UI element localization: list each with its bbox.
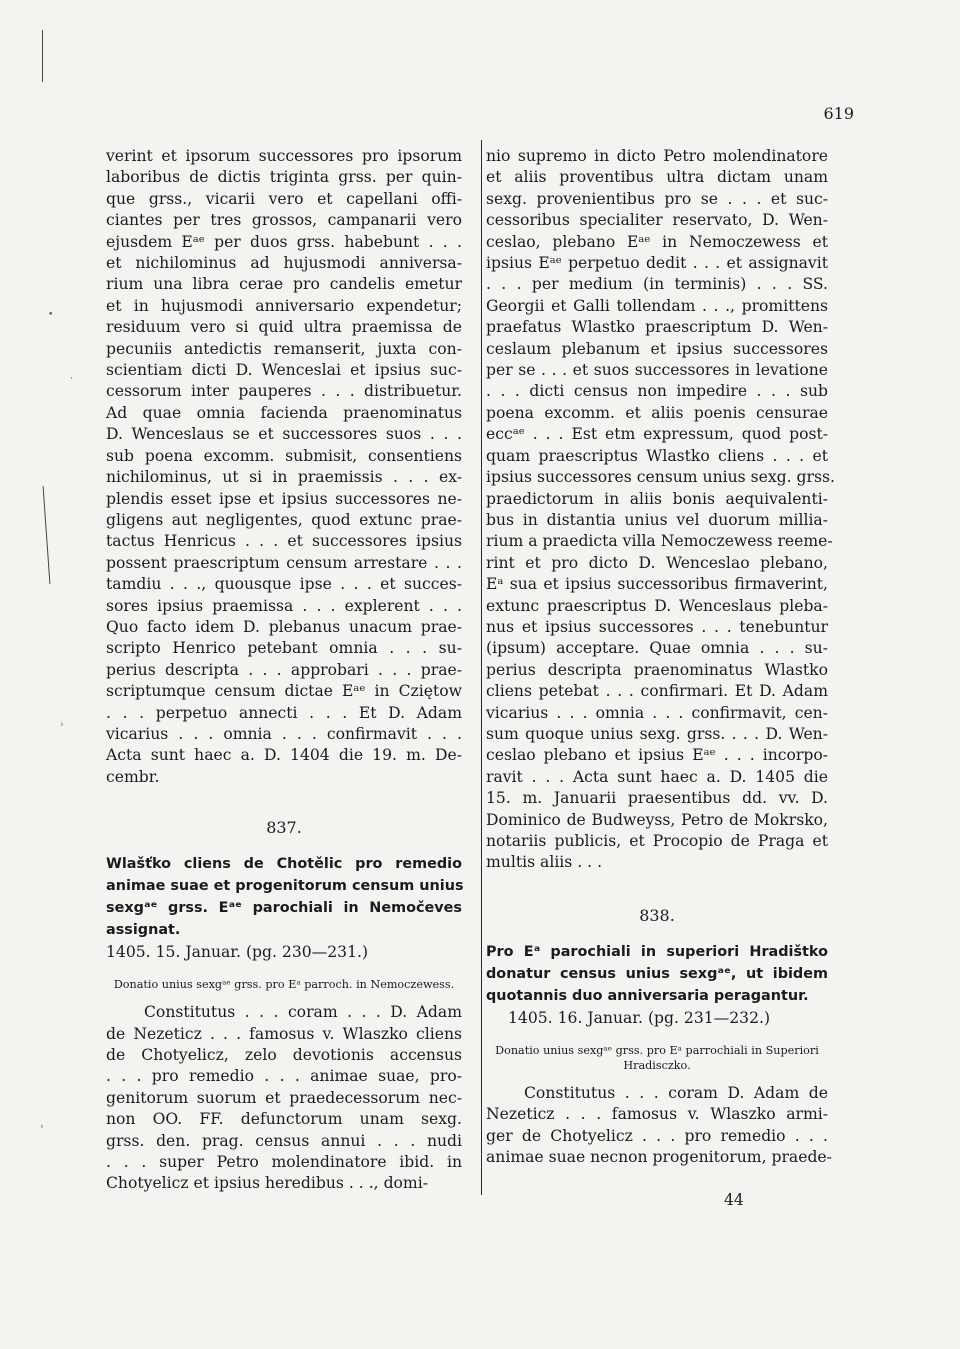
text-line: genitorum suorum et praedecessorum nec- xyxy=(106,1088,462,1107)
column-divider xyxy=(481,140,482,1195)
text-line: possent praescriptum censum arrestare . . . xyxy=(106,553,462,572)
text-line: Constitutus . . . coram D. Adam de xyxy=(524,1083,828,1102)
text-line: sum quoque unius sexg. grss. . . . D. Wen- xyxy=(486,724,828,743)
text-line: (ipsum) acceptare. Quae omnia . . . su- xyxy=(486,639,828,658)
text-line: verint et ipsorum successores pro ipsorum xyxy=(106,147,462,165)
text-line: ipsius Eᵃᵉ perpetuo dedit . . . et assignavit xyxy=(486,254,828,273)
entry-838 xyxy=(486,905,832,1169)
text-line: ceslao, plebano Eᵃᵉ in Nemoczewess et xyxy=(486,232,828,251)
title-line: sexgᵃᵉ grss. Eᵃᵉ parochiali in Nemočeves xyxy=(106,900,462,917)
left-text-top xyxy=(106,146,462,788)
entry-title xyxy=(106,853,462,941)
margin-dot: › xyxy=(60,720,64,730)
text-line: notariis publicis, et Procopio de Praga et xyxy=(486,832,828,850)
text-line: ravit . . . Acta sunt haec a. D. 1405 die xyxy=(486,767,828,786)
text-line: multis aliis . . . xyxy=(486,853,603,872)
text-line: rium a praedicta villa Nemoczewess reeme- xyxy=(486,532,833,551)
margin-dot: › xyxy=(40,1122,44,1132)
text-line: Chotyelicz et ipsius heredibus . . ., domi- xyxy=(106,1174,428,1193)
text-line: tactus Henricus . . . et successores ipsius xyxy=(106,532,462,551)
text-line: rium una libra cerae pro candelis emetur xyxy=(106,275,462,294)
margin-mark xyxy=(43,486,51,584)
right-text-top xyxy=(486,146,835,874)
margin-mark xyxy=(42,30,43,82)
text-line: . . . pro remedio . . . animae suae, pro- xyxy=(106,1067,462,1086)
text-line: laboribus de dictis triginta grss. per quin- xyxy=(106,168,462,187)
margin-dot: · xyxy=(70,374,73,384)
text-line: cliens petebat . . . confirmari. Et D. Adam xyxy=(486,682,828,701)
text-line: . . . super Petro molendinatore ibid. in xyxy=(106,1153,462,1172)
entry-number: 838. xyxy=(639,905,675,925)
text-line: ciantes per tres grossos, campanarii vero xyxy=(106,211,462,230)
text-line: 15. m. Januarii praesentibus dd. vv. D. xyxy=(486,789,828,808)
text-line: Constitutus . . . coram . . . D. Adam xyxy=(144,1003,462,1022)
title-line: Wlašťko cliens de Chotělic pro remedio xyxy=(106,856,462,873)
text-line: et in hujusmodi anniversario expendetur; xyxy=(106,296,462,315)
right-column xyxy=(486,146,835,1168)
text-line: grss. den. prag. census annui . . . nudi xyxy=(106,1131,462,1150)
entry-date: 1405. 16. Januar. (pg. 231—232.) xyxy=(508,1008,771,1027)
text-line: sores ipsius praemissa . . . explerent . . . xyxy=(106,596,462,615)
text-line: . . . dicti census non impedire . . . sub xyxy=(486,382,828,401)
text-line: et nichilominus ad hujusmodi anniversa- xyxy=(106,254,462,273)
text-line: ceslao plebano et ipsius Eᵃᵉ . . . incorpo- xyxy=(486,746,828,765)
text-line: scientiam dicti D. Wenceslai et ipsius suc- xyxy=(106,361,462,380)
text-line: praefatus Wlastko praescriptum D. Wen- xyxy=(486,318,828,337)
text-line: nio supremo in dicto Petro molendinatore xyxy=(486,147,828,165)
text-line: perius descripta praenominatus Wlastko xyxy=(486,660,828,679)
entry-body xyxy=(486,1083,832,1169)
text-line: Eᵃ sua et ipsius successoribus firmaverint, xyxy=(486,575,828,594)
text-line: ger de Chotyelicz . . . pro remedio . . . xyxy=(486,1126,828,1145)
text-line: perius descripta . . . approbari . . . prae- xyxy=(106,660,462,679)
text-line: residuum vero si quid ultra praemissa de xyxy=(106,318,462,337)
title-line: quotannis duo anniversaria peragantur. xyxy=(486,987,809,1004)
page-number: 619 xyxy=(823,104,854,123)
margin-dot: • xyxy=(48,310,54,320)
text-line: ipsius successores censum unius sexg. grss. xyxy=(486,468,835,487)
text-line: nichilominus, ut si in praemissis . . . ex- xyxy=(106,468,462,487)
text-line: sexg. provenientibus pro se . . . et suc- xyxy=(486,189,828,208)
text-line: animae suae necnon progenitorum, praede- xyxy=(486,1148,832,1167)
text-line: Acta sunt haec a. D. 1404 die 19. m. De- xyxy=(106,746,462,765)
text-line: plendis esset ipse et ipsius successores ne- xyxy=(106,489,462,508)
text-line: per se . . . et suos successores in levatione xyxy=(486,361,828,380)
text-line: . . . per medium (in terminis) . . . SS. xyxy=(486,275,828,294)
text-line: cessoribus specialiter reservato, D. Wen- xyxy=(486,211,828,230)
text-line: non OO. FF. defunctorum unam sexg. xyxy=(106,1110,462,1129)
text-line: Dominico de Budweyss, Petro de Mokrsko, xyxy=(486,810,828,829)
text-line: et aliis proventibus ultra dictam unam xyxy=(486,168,828,187)
text-line: extunc praescriptus D. Wenceslaus pleba- xyxy=(486,596,828,615)
text-line: cembr. xyxy=(106,767,160,786)
entry-date: 1405. 15. Januar. (pg. 230—231.) xyxy=(106,943,369,962)
text-line: Ad quae omnia facienda praenominatus xyxy=(106,403,462,422)
text-line: Quo facto idem D. plebanus unacum prae- xyxy=(106,617,462,636)
entry-number: 837. xyxy=(266,818,302,838)
text-line: eccᵃᵉ . . . Est etm expressum, quod post- xyxy=(486,425,828,444)
text-line: . . . perpetuo annecti . . . Et D. Adam xyxy=(106,703,462,722)
entry-title xyxy=(486,941,828,1007)
text-line: cessorum inter pauperes . . . distribuetur. xyxy=(106,382,462,401)
title-line: Pro Eᵃ parochiali in superiori Hradištko xyxy=(486,943,828,960)
text-line: Nezeticz . . . famosus v. Wlaszko armi- xyxy=(486,1105,828,1124)
text-line: ceslaum plebanum et ipsius successores xyxy=(486,339,828,358)
text-line: scriptumque censum dictae Eᵃᵉ in Cziętow xyxy=(106,682,462,701)
entry-note: Donatio unius sexgᵃᵉ grss. pro Eᵃ parroch. in Nemoczewess. xyxy=(113,978,455,992)
text-line: de Chotyelicz, zelo devotionis accensus xyxy=(106,1046,462,1064)
text-line: poena excomm. et aliis poenis censurae xyxy=(486,403,828,422)
text-line: pecuniis antedictis remanserit, juxta con- xyxy=(106,339,462,358)
text-line: D. Wenceslaus se et successores suos . . . xyxy=(106,425,462,444)
text-line: Georgii et Galli tollendam . . ., promittens xyxy=(486,296,828,315)
title-line: assignat. xyxy=(106,922,181,939)
text-line: sub poena excomm. submisit, consentiens xyxy=(106,446,462,465)
text-line: gligens aut negligentes, quod extunc prae- xyxy=(106,510,462,529)
text-line: rint et pro dicto D. Wenceslao plebano, xyxy=(486,553,828,572)
text-line: tamdiu . . ., quousque ipse . . . et succes- xyxy=(106,575,462,594)
entry-body xyxy=(106,1002,462,1195)
text-line: ejusdem Eᵃᵉ per duos grss. habebunt . . . xyxy=(106,232,462,251)
text-line: scripto Henrico petebant omnia . . . su- xyxy=(106,639,462,658)
title-line: donatur census unius sexgᵃᵉ, ut ibidem xyxy=(486,965,828,982)
footer-signature-number: 44 xyxy=(724,1191,744,1209)
text-line: vicarius . . . omnia . . . confirmavit, cen- xyxy=(486,703,828,722)
text-line: bus in distantia unius vel duorum millia- xyxy=(486,510,828,529)
text-line: praedictorum in aliis bonis aequivalenti- xyxy=(486,489,828,508)
text-line: vicarius . . . omnia . . . confirmavit . . . xyxy=(106,724,462,743)
text-line: nus et ipsius successores . . . tenebuntur xyxy=(486,617,828,636)
entry-837 xyxy=(106,818,462,1195)
text-line: de Nezeticz . . . famosus v. Wlaszko cliens xyxy=(106,1024,462,1043)
left-column xyxy=(106,146,462,1195)
title-line: animae suae et progenitorum censum unius xyxy=(106,878,464,895)
text-line: que grss., vicarii vero et capellani offi- xyxy=(106,189,462,208)
text-line: quam praescriptus Wlastko cliens . . . et xyxy=(486,446,828,465)
entry-note: Donatio unius sexgᵃᵉ grss. pro Eᵃ parrochiali in Superiori Hradisczko. xyxy=(495,1043,819,1072)
